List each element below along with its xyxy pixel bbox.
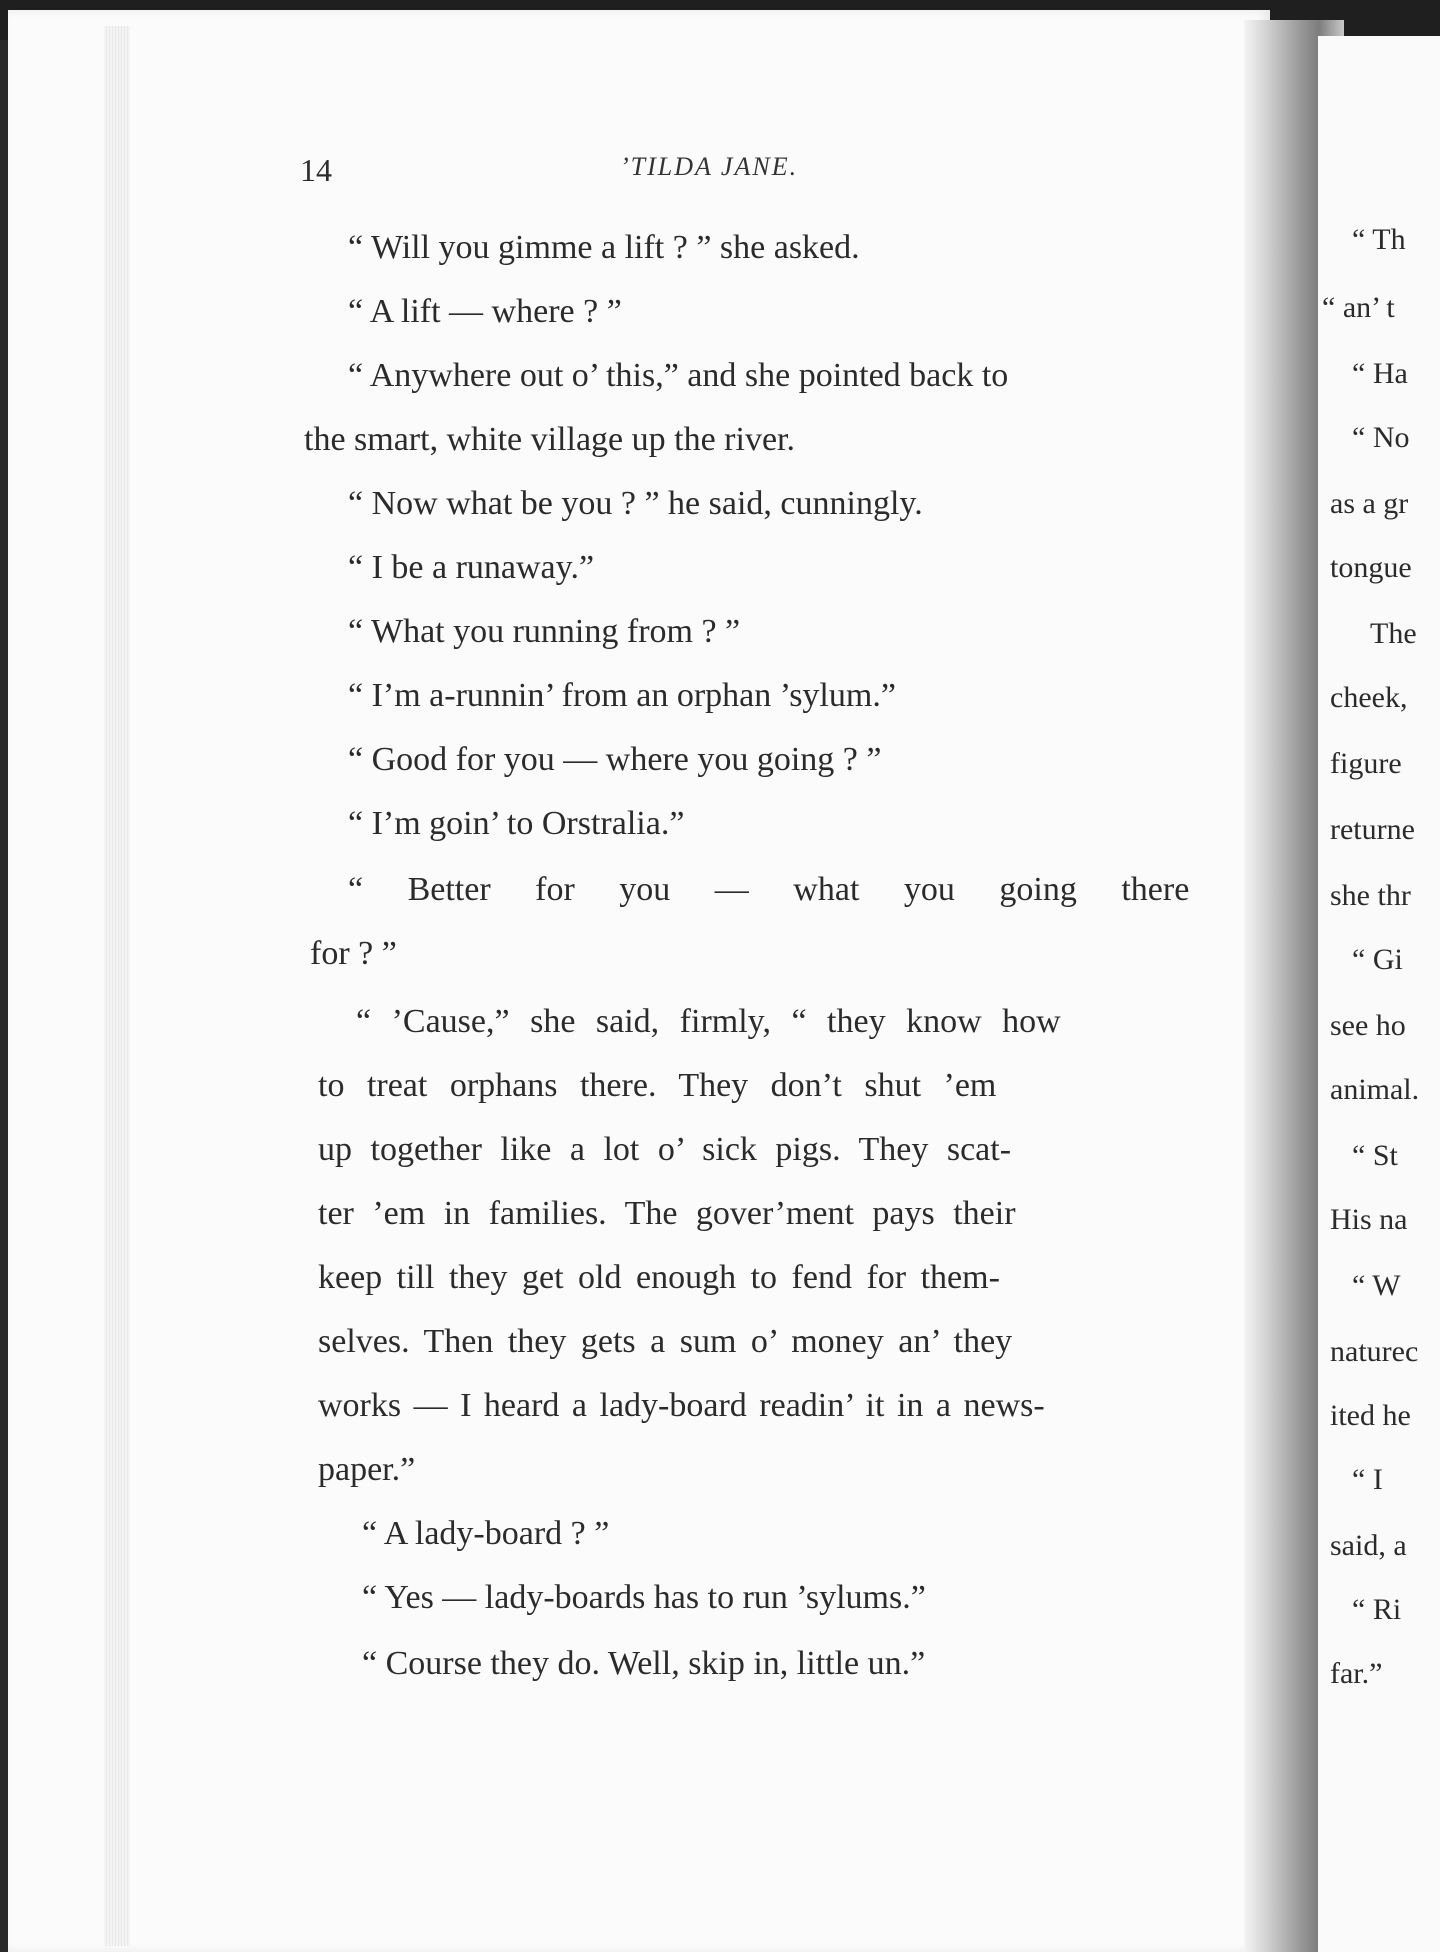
running-title: ’TILDA JANE. (620, 152, 799, 181)
right-text-fragment: as a gr (1330, 487, 1409, 520)
right-text-fragment: “ Th (1352, 223, 1406, 256)
text-line: “ Now what be you ? ” he said, cunningly. (348, 485, 923, 522)
text-line: “ A lady-board ? ” (362, 1515, 610, 1552)
text-line-content: “ Anywhere out o’ this,” and she pointed back to (348, 357, 1009, 394)
right-text-fragment: animal. (1330, 1073, 1420, 1106)
text-line: “ I’m goin’ to Orstralia.” (348, 805, 685, 842)
right-text-fragment: “ No (1352, 421, 1410, 454)
right-text-fragment: “ St (1352, 1139, 1398, 1172)
text-line: selves. Then they gets a sum o’ money an’ they (318, 1323, 1013, 1360)
right-text-fragment: “ W (1352, 1269, 1401, 1302)
text-line: “ Good for you — where you going ? ” (348, 741, 882, 778)
right-text-fragment: figure (1330, 747, 1402, 780)
text-line: keep till they get old enough to fend for them- (318, 1259, 1000, 1296)
text-line: “ I be a runaway.” (348, 549, 595, 586)
text-line: for ? ” (310, 935, 397, 972)
text-line: up together like a lot o’ sick pigs. They scat- (318, 1131, 1012, 1168)
right-text-fragment: naturec (1330, 1335, 1419, 1368)
right-text-fragment: tongue (1330, 551, 1412, 584)
text-line: “ Course they do. Well, skip in, little un.” (362, 1645, 926, 1682)
text-line: “ ’Cause,” she said, firmly, “ they know how (356, 1003, 1061, 1040)
right-text-fragment: said, a (1330, 1529, 1407, 1562)
right-text-fragment: cheek, (1330, 681, 1408, 714)
text-line: “ What you running from ? ” (348, 613, 741, 650)
right-text-fragment: “ Ha (1352, 357, 1408, 390)
page-edges (104, 26, 130, 1946)
right-text-fragment: she thr (1330, 879, 1411, 912)
text-line: ter ’em in families. The gover’ment pays their (318, 1195, 1016, 1232)
right-text-fragment: The (1370, 617, 1417, 650)
right-text-fragment: see ho (1330, 1009, 1406, 1042)
right-text-fragment: returne (1330, 813, 1415, 846)
right-text-fragment: “ Gi (1352, 943, 1403, 976)
text-line: “ Will you gimme a lift ? ” she asked. (348, 229, 860, 266)
text-line: the smart, white village up the river. (304, 421, 795, 458)
page-header (300, 152, 1220, 194)
right-text-fragment: “ an’ t (1322, 291, 1395, 324)
right-text-fragment: His na (1330, 1203, 1408, 1236)
text-line: works — I heard a lady-board readin’ it in a news- (318, 1387, 1045, 1424)
text-line: to treat orphans there. They don’t shut ’em (318, 1067, 997, 1104)
right-text-fragment: “ I (1352, 1463, 1383, 1496)
text-line: “ I’m a-runnin’ from an orphan ’sylum.” (348, 677, 896, 714)
text-line: “ Yes — lady-boards has to run ’sylums.” (362, 1579, 926, 1616)
text-line (348, 356, 1200, 396)
right-text-fragment: ited he (1330, 1399, 1411, 1432)
text-line: “ A lift — where ? ” (348, 293, 622, 330)
text-line: paper.” (318, 1451, 416, 1488)
page-number: 14 (300, 152, 332, 188)
text-line: “ Better for you — what you going there (348, 871, 1190, 908)
right-text-fragment: far.” (1330, 1657, 1383, 1690)
right-text-fragment: “ Ri (1352, 1593, 1402, 1626)
